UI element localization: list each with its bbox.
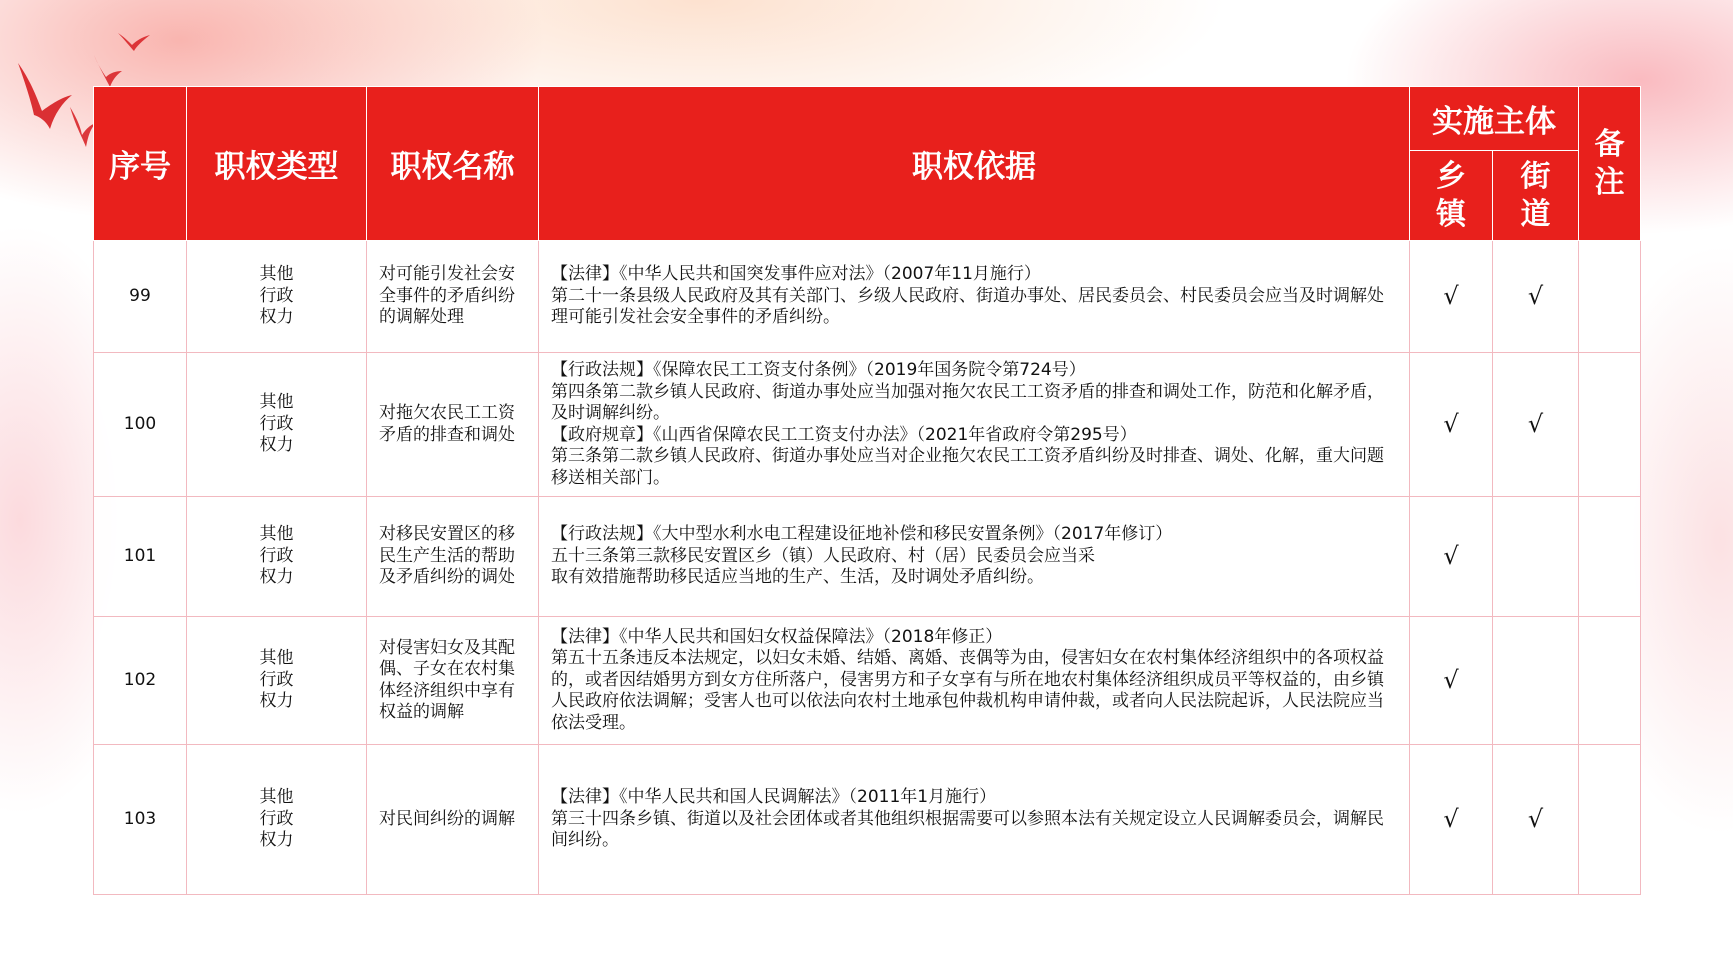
cell-street-check: √ bbox=[1493, 353, 1579, 497]
cell-street-check bbox=[1493, 497, 1579, 617]
cell-type bbox=[187, 745, 367, 895]
cell-no: 100 bbox=[94, 353, 187, 497]
cell-basis bbox=[539, 617, 1410, 745]
basis-line: 【政府规章】《山西省保障农民工工资支付办法》（2021年省政府令第295号） bbox=[551, 424, 1137, 445]
cell-type-line: 权力 bbox=[259, 307, 294, 328]
header-township-char-1: 乡 bbox=[1436, 158, 1466, 194]
header-remark-char-1: 备 bbox=[1594, 126, 1625, 162]
cell-type bbox=[187, 617, 367, 745]
cell-type-line: 其他 bbox=[259, 787, 294, 808]
basis-line: 取有效措施帮助移民适应当地的生产、生活，及时调处矛盾纠纷。 bbox=[551, 567, 1044, 588]
cell-type-line: 权力 bbox=[259, 435, 294, 456]
cell-remark bbox=[1579, 745, 1641, 895]
table-row bbox=[94, 617, 1641, 745]
cell-type-line: 行政 bbox=[259, 808, 294, 829]
cell-no: 101 bbox=[94, 497, 187, 617]
header-no: 序号 bbox=[94, 87, 187, 241]
cell-remark bbox=[1579, 497, 1641, 617]
header-township-char-2: 镇 bbox=[1436, 196, 1466, 232]
cell-type-line: 其他 bbox=[259, 392, 294, 413]
table-row bbox=[94, 745, 1641, 895]
header-subject: 实施主体 bbox=[1410, 87, 1579, 151]
cell-type-line: 其他 bbox=[259, 648, 294, 669]
header-name: 职权名称 bbox=[367, 87, 539, 241]
cell-name: 对侵害妇女及其配偶、子女在农村集体经济组织中享有权益的调解 bbox=[367, 617, 539, 745]
cell-type-line: 其他 bbox=[259, 264, 294, 285]
header-township bbox=[1410, 151, 1493, 241]
cell-type-line: 权力 bbox=[259, 567, 294, 588]
cell-township-check: √ bbox=[1410, 745, 1493, 895]
basis-line: 第四条第二款乡镇人民政府、街道办事处应当加强对拖欠农民工工资矛盾的排查和调处工作，防范和化解矛盾，及时调解纠纷。 bbox=[551, 381, 1384, 423]
cell-basis bbox=[539, 497, 1410, 617]
power-list-table bbox=[93, 86, 1641, 895]
basis-line: 【法律】《中华人民共和国突发事件应对法》（2007年11月施行） bbox=[551, 264, 1041, 285]
header-remark-char-2: 注 bbox=[1594, 164, 1625, 200]
basis-line: 【行政法规】《保障农民工工资支付条例》（2019年国务院令第724号） bbox=[551, 360, 1086, 380]
cell-type-line: 行政 bbox=[259, 413, 294, 434]
cell-no: 103 bbox=[94, 745, 187, 895]
cell-no: 99 bbox=[94, 241, 187, 353]
table-row bbox=[94, 241, 1641, 353]
cell-name: 对民间纠纷的调解 bbox=[367, 745, 539, 895]
cell-basis bbox=[539, 745, 1410, 895]
cell-name: 对移民安置区的移民生产生活的帮助及矛盾纠纷的调处 bbox=[367, 497, 539, 617]
cell-type-line: 权力 bbox=[259, 830, 294, 851]
basis-line: 【法律】《中华人民共和国人民调解法》（2011年1月施行） bbox=[551, 787, 997, 808]
cell-township-check: √ bbox=[1410, 241, 1493, 353]
cell-type bbox=[187, 497, 367, 617]
header-street bbox=[1493, 151, 1579, 241]
cell-township-check: √ bbox=[1410, 497, 1493, 617]
basis-line: 【行政法规】《大中型水利水电工程建设征地补偿和移民安置条例》（2017年修订） bbox=[551, 524, 1173, 545]
cell-remark bbox=[1579, 241, 1641, 353]
cell-type bbox=[187, 353, 367, 497]
basis-line: 第三条第二款乡镇人民政府、街道办事处应当对企业拖欠农民工工资矛盾纠纷及时排查、调处、化解，重大问题移送相关部门。 bbox=[551, 446, 1384, 488]
cell-township-check: √ bbox=[1410, 617, 1493, 745]
cell-type-line: 权力 bbox=[259, 691, 294, 712]
header-type: 职权类型 bbox=[187, 87, 367, 241]
cell-basis bbox=[539, 241, 1410, 353]
cell-remark bbox=[1579, 353, 1641, 497]
cell-street-check bbox=[1493, 617, 1579, 745]
header-remark bbox=[1579, 87, 1641, 241]
cell-remark bbox=[1579, 617, 1641, 745]
cell-street-check: √ bbox=[1493, 745, 1579, 895]
basis-line: 第二十一条县级人民政府及其有关部门、乡级人民政府、街道办事处、居民委员会、村民委员会应当及时调解处理可能引发社会安全事件的矛盾纠纷。 bbox=[551, 285, 1384, 328]
cell-name: 对可能引发社会安全事件的矛盾纠纷的调解处理 bbox=[367, 241, 539, 353]
cell-type-line: 行政 bbox=[259, 545, 294, 566]
cell-type bbox=[187, 241, 367, 353]
basis-line: 第三十四条乡镇、街道以及社会团体或者其他组织根据需要可以参照本法有关规定设立人民调解委员会，调解民间纠纷。 bbox=[551, 808, 1384, 851]
basis-line: 【法律】《中华人民共和国妇女权益保障法》（2018年修正） bbox=[551, 626, 1003, 647]
cell-basis bbox=[539, 353, 1410, 497]
header-street-char-2: 道 bbox=[1520, 196, 1551, 232]
cell-no: 102 bbox=[94, 617, 187, 745]
table-row bbox=[94, 353, 1641, 497]
cell-township-check: √ bbox=[1410, 353, 1493, 497]
cell-type-line: 其他 bbox=[259, 524, 294, 545]
cell-type-line: 行政 bbox=[259, 285, 294, 306]
table-row bbox=[94, 497, 1641, 617]
basis-line: 五十三条第三款移民安置区乡（镇）人民政府、村（居）民委员会应当采 bbox=[551, 545, 1095, 566]
basis-line: 第五十五条违反本法规定，以妇女未婚、结婚、离婚、丧偶等为由，侵害妇女在农村集体经济组织中的各项权益的，或者因结婚男方到女方住所落户，侵害男方和子女享有与所在地农村集体经济组织成员平等权益的，由乡镇人民政府依法调解；受害人也可以依法向农村土地承包仲裁机构申请仲裁，或者向人民法院起诉，人民法院应当依法受理。 bbox=[551, 648, 1384, 733]
cell-name: 对拖欠农民工工资矛盾的排查和调处 bbox=[367, 353, 539, 497]
header-basis: 职权依据 bbox=[539, 87, 1410, 241]
header-street-char-1: 街 bbox=[1520, 158, 1551, 194]
cell-type-line: 行政 bbox=[259, 669, 294, 690]
cell-street-check: √ bbox=[1493, 241, 1579, 353]
